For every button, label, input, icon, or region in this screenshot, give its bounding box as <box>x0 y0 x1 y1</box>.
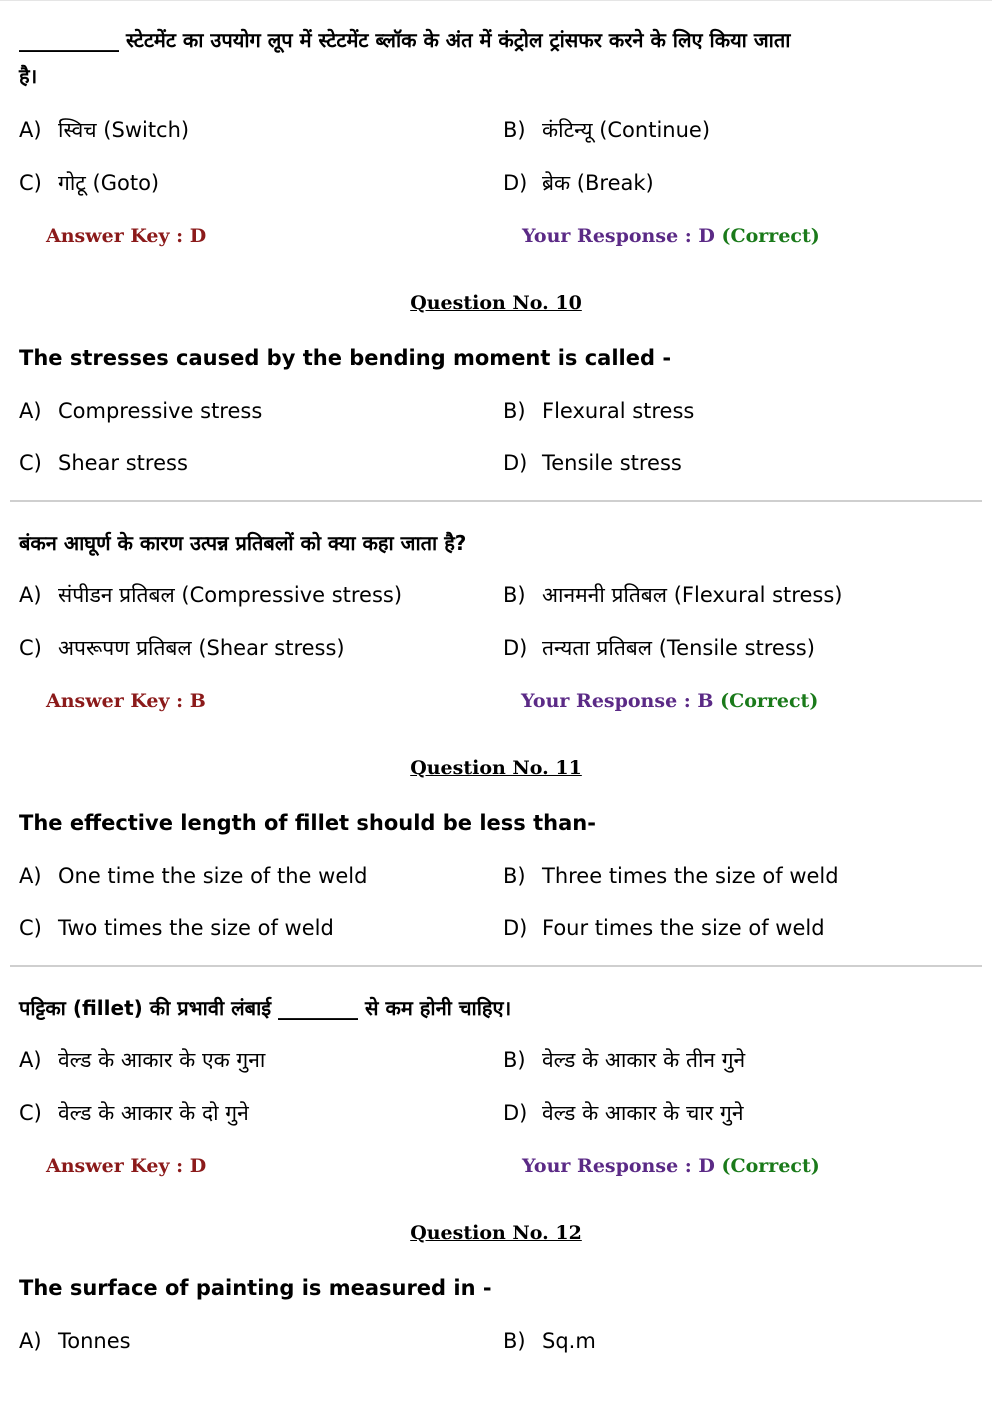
q11-status: (Correct) <box>721 1155 820 1177</box>
q12-number: Question No. 12 <box>410 1222 582 1244</box>
q12-english-text: The surface of painting is measured in - <box>19 1276 492 1300</box>
q10-response: Your Response : B (Correct) <box>521 690 819 712</box>
top-border <box>0 0 992 1</box>
q11-number: Question No. 11 <box>410 757 582 779</box>
q10-en-option-a: A) Compressive stress <box>19 399 263 423</box>
q9-option-a: A) स्विच (Switch) <box>19 118 190 142</box>
q11-english-text: The effective length of fillet should be less than- <box>19 811 596 835</box>
q10-hindi-text: बंकन आघूर्ण के कारण उत्पन्न प्रतिबलों को क्या कहा जाता है? <box>19 531 467 555</box>
q11-answer-key: Answer Key : D <box>46 1155 207 1177</box>
q10-en-option-d: D) Tensile stress <box>503 451 682 475</box>
q12-en-option-b: B) Sq.m <box>503 1329 596 1353</box>
q11-hi-option-b: B) वेल्ड के आकार के तीन गुने <box>503 1048 746 1072</box>
q12-en-option-a: A) Tonnes <box>19 1329 131 1353</box>
q9-answer-key: Answer Key : D <box>46 225 207 247</box>
q9-status: (Correct) <box>721 225 820 247</box>
q10-hi-option-c: C) अपरूपण प्रतिबल (Shear stress) <box>19 636 345 660</box>
q11-en-option-a: A) One time the size of the weld <box>19 864 368 888</box>
q11-hi-option-d: D) वेल्ड के आकार के चार गुने <box>503 1101 744 1125</box>
q10-number: Question No. 10 <box>410 292 582 314</box>
q11-hindi-text: पट्टिका (fillet) की प्रभावी लंबाई ________ से कम होनी चाहिए। <box>19 996 512 1020</box>
q11-hi-option-c: C) वेल्ड के आकार के दो गुने <box>19 1101 249 1125</box>
q11-divider <box>10 965 982 967</box>
q9-hindi-text-line2: है। <box>19 64 38 88</box>
q10-answer-key: Answer Key : B <box>46 690 206 712</box>
q11-en-option-d: D) Four times the size of weld <box>503 916 825 940</box>
q10-hi-option-d: D) तन्यता प्रतिबल (Tensile stress) <box>503 636 815 660</box>
q10-en-option-b: B) Flexural stress <box>503 399 695 423</box>
q10-status: (Correct) <box>720 690 819 712</box>
q9-hindi-text-line1: __________ स्टेटमेंट का उपयोग लूप में स्टेटमेंट ब्लॉक के अंत में कंट्रोल ट्रांसफर करने के लिए किया जाता <box>19 28 791 52</box>
q11-en-option-c: C) Two times the size of weld <box>19 916 334 940</box>
q10-divider <box>10 500 982 502</box>
q11-response: Your Response : D (Correct) <box>522 1155 820 1177</box>
q9-response: Your Response : D (Correct) <box>522 225 820 247</box>
q9-option-b: B) कंटिन्यू (Continue) <box>503 118 711 142</box>
q11-en-option-b: B) Three times the size of weld <box>503 864 839 888</box>
q10-en-option-c: C) Shear stress <box>19 451 188 475</box>
q11-hi-option-a: A) वेल्ड के आकार के एक गुना <box>19 1048 266 1072</box>
q9-option-c: C) गोटू (Goto) <box>19 171 160 195</box>
q10-english-text: The stresses caused by the bending moment is called - <box>19 346 672 370</box>
q10-hi-option-a: A) संपीडन प्रतिबल (Compressive stress) <box>19 583 403 607</box>
q9-option-d: D) ब्रेक (Break) <box>503 171 654 195</box>
q10-hi-option-b: B) आनमनी प्रतिबल (Flexural stress) <box>503 583 843 607</box>
